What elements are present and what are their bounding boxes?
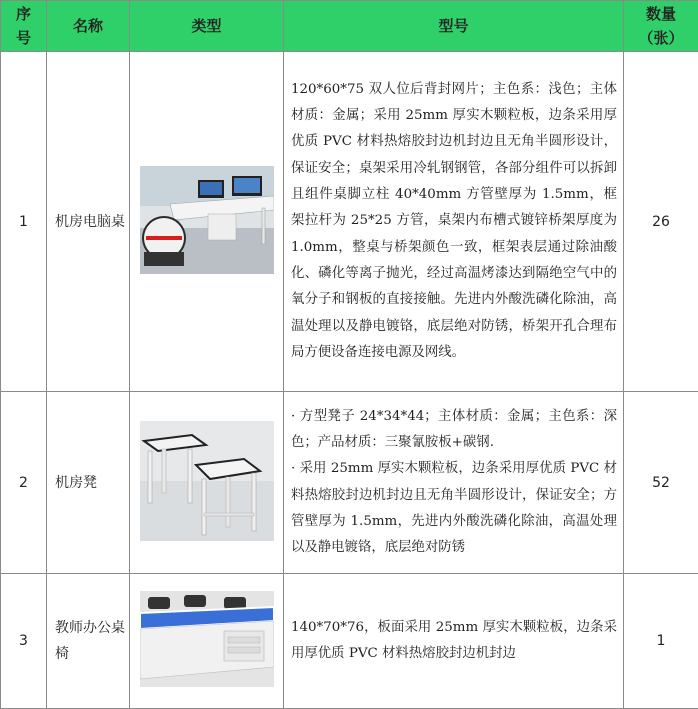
header-model: 型号 — [284, 1, 624, 52]
teacher-desk-photo — [140, 591, 274, 687]
row-image-cell — [130, 52, 284, 392]
table-row — [1, 392, 698, 574]
header-row — [1, 1, 698, 52]
table-row — [1, 574, 698, 709]
row-image-cell — [130, 574, 284, 709]
computer-desk-image — [140, 166, 274, 274]
stool-image — [140, 421, 274, 541]
computer-desk-photo — [140, 166, 274, 274]
teacher-desk-image — [140, 591, 274, 687]
model-line: · 采用 25mm 厚实木颗粒板，边条采用厚优质 PVC 材料热熔胶封边机封边且无角半圆形设计，保证安全；方管壁厚为 1.5mm，先进内外酸洗磷化除油，高温处理以及静电镀铬，底层绝对防锈 — [291, 456, 617, 561]
stool-photo — [140, 421, 274, 541]
row-model — [284, 392, 624, 574]
header-qty: 数量（张） — [624, 1, 698, 52]
row-index: 1 — [1, 52, 47, 392]
row-index: 3 — [1, 574, 47, 709]
row-qty: 52 — [624, 392, 698, 574]
row-index: 2 — [1, 392, 47, 574]
row-qty: 26 — [624, 52, 698, 392]
row-name: 机房凳 — [47, 392, 130, 574]
row-name: 机房电脑桌 — [47, 52, 130, 392]
row-model: 120*60*75 双人位后背封网片；主色系：浅色；主体材质：金属；采用 25mm 厚实木颗粒板，边条采用厚优质 PVC 材料热熔胶封边机封边且无角半圆形设计，保证安全；桌架采用冷轧钢钢管，各部分组件可以拆卸且组件桌脚立柱 40*40mm 方管壁厚为 1.5mm，框架拉杆为 25*25 方管，桌架内布槽式镀锌桥架厚度为 1.0mm，整桌与桥架颜色一致，框架表层通过除油酸化、磷化等离子抛光，经过高温烤漆达到隔绝空气中的氧分子和钢板的直接接触。先进内外酸洗磷化除油，高温处理以及静电镀铬，底层绝对防锈，桥架开孔合理布局方便设备连接电源及网线。 — [284, 52, 624, 392]
header-name: 名称 — [47, 1, 130, 52]
row-image-cell — [130, 392, 284, 574]
row-model: 140*70*76，板面采用 25mm 厚实木颗粒板，边条采用厚优质 PVC 材料热熔胶封边机封边 — [284, 574, 624, 709]
header-type: 类型 — [130, 1, 284, 52]
row-qty: 1 — [624, 574, 698, 709]
model-line: · 方型凳子 24*34*44；主体材质：金属；主色系：深色；产品材质：三聚氰胺板+碳钢. — [291, 404, 617, 457]
row-name: 教师办公桌椅 — [47, 574, 130, 709]
header-index: 序号 — [1, 1, 47, 52]
table-row — [1, 52, 698, 392]
